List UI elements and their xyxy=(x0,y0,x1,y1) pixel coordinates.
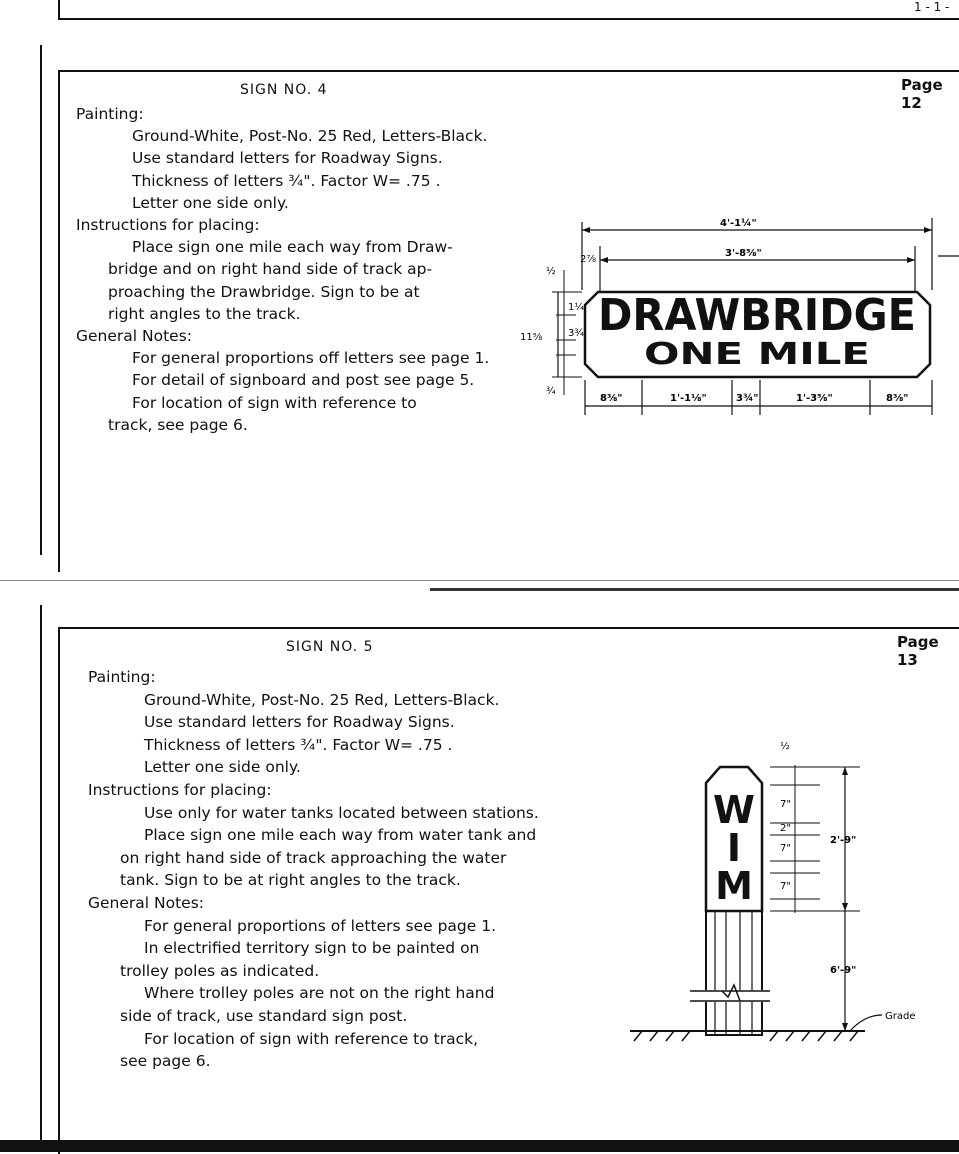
sign5-line: tank. Sign to be at right angles to the track. xyxy=(120,871,461,890)
sign4-board-line2: ONE MILE xyxy=(644,337,870,372)
dim-bottom-5: 8⅜" xyxy=(886,393,909,404)
sign5-line: Ground-White, Post-No. 25 Red, Letters-Black. xyxy=(144,690,500,709)
dim-left-small-1: ½ xyxy=(546,266,556,277)
dim-letter-2: 7" xyxy=(780,843,791,854)
sign4-line-painting: Painting: xyxy=(76,105,144,123)
dim-bottom-4: 1'-3⅝" xyxy=(796,393,833,404)
sign5-line: Place sign one mile each way from water tank and xyxy=(144,826,537,845)
dim-post-height: 6'-9" xyxy=(830,965,857,976)
sign4-line: Thickness of letters ¾". Factor W= .75 . xyxy=(132,171,441,190)
sign5-line: Letter one side only. xyxy=(144,758,301,777)
binding-edge-2 xyxy=(40,605,42,1145)
page-separator-dark xyxy=(430,588,959,591)
sign5-line: Thickness of letters ¾". Factor W= .75 . xyxy=(144,735,453,754)
dim-left-chamfer: 2⅞ xyxy=(580,254,597,265)
sign4-line: For location of sign with reference to xyxy=(132,393,417,412)
sign4-line: track, see page 6. xyxy=(108,415,248,434)
dim-letter-3: 7" xyxy=(780,881,791,892)
binding-edge-1 xyxy=(40,45,42,555)
dim-top-small: ½ xyxy=(780,741,790,752)
dim-overall-width: 4'-1¼" xyxy=(720,218,757,229)
dim-inner-width: 3'-8⅝" xyxy=(725,248,762,259)
sign5-title: SIGN NO. 5 xyxy=(286,639,374,655)
sign5-line: For location of sign with reference to track, xyxy=(144,1029,479,1048)
sign4-line: Place sign one mile each way from Draw- xyxy=(132,238,453,257)
sign5-letter-m: M xyxy=(715,864,753,908)
dim-sign-height: 2'-9" xyxy=(830,835,857,846)
page-separator xyxy=(0,580,959,581)
sign5-line: on right hand side of track approaching the water xyxy=(120,848,507,867)
sign4-line: right angles to the track. xyxy=(108,304,301,323)
sign4-line: proaching the Drawbridge. Sign to be at xyxy=(108,282,420,301)
dim-height: 11⅝ xyxy=(520,332,543,343)
sign4-line-instructions: Instructions for placing: xyxy=(76,216,260,235)
sign4-line: Ground-White, Post-No. 25 Red, Letters-Black. xyxy=(132,127,488,146)
grade-label: Grade xyxy=(885,1011,916,1022)
sign5-text xyxy=(88,666,539,1073)
corner-text: 1 - 1 - xyxy=(914,0,950,14)
top-left-rule xyxy=(58,0,60,20)
sign5-line: side of track, use standard sign post. xyxy=(120,1006,408,1025)
sign4-line: For detail of signboard and post see page 5. xyxy=(132,371,475,390)
dim-left-small-3: 3¾ xyxy=(568,328,585,339)
sign4-line: For general proportions off letters see page 1. xyxy=(132,349,490,368)
sign5-line-instructions: Instructions for placing: xyxy=(88,780,272,799)
sign5-line: trolley poles as indicated. xyxy=(120,961,320,980)
sign5-line: Use standard letters for Roadway Signs. xyxy=(144,713,455,732)
sign5-drawing xyxy=(620,735,959,1055)
sign5-line-general-notes: General Notes: xyxy=(88,893,205,912)
sign5-page-number: Page 13 xyxy=(897,633,939,669)
sign5-line: For general proportions of letters see page 1. xyxy=(144,916,497,935)
dim-letter-1: 7" xyxy=(780,799,791,810)
sign4-page-number: Page 12 xyxy=(901,76,943,112)
sign4-text xyxy=(76,103,489,436)
sign4-line: Letter one side only. xyxy=(132,193,289,212)
sign4-line-general-notes: General Notes: xyxy=(76,327,193,346)
dim-bottom-2: 1'-1⅛" xyxy=(670,393,707,404)
sign5-letter-i: I xyxy=(726,826,742,870)
dim-gap: 2" xyxy=(780,823,791,834)
sign5-line: see page 6. xyxy=(120,1052,211,1071)
sign4-line: Use standard letters for Roadway Signs. xyxy=(132,149,443,168)
sign4-title: SIGN NO. 4 xyxy=(240,82,328,98)
dim-bottom-1: 8⅜" xyxy=(600,393,623,404)
dim-bottom-3: 3¾" xyxy=(736,393,759,404)
sign5-line: Use only for water tanks located between stations. xyxy=(144,803,539,822)
dim-left-small-4: ¾ xyxy=(546,386,556,397)
bottom-black-bar xyxy=(0,1140,959,1152)
sign5-line: Where trolley poles are not on the right hand xyxy=(144,984,495,1003)
sign4-drawing xyxy=(520,210,959,430)
sign5-line: In electrified territory sign to be painted on xyxy=(144,939,480,958)
sign5-letter-w: W xyxy=(713,788,755,832)
sign5-line-painting: Painting: xyxy=(88,668,156,686)
sign4-line: bridge and on right hand side of track ap- xyxy=(108,260,433,279)
dim-left-small-2: 1¼ xyxy=(568,302,585,313)
top-rule xyxy=(58,18,959,20)
sign4-board-line1: DRAWBRIDGE xyxy=(598,290,916,341)
